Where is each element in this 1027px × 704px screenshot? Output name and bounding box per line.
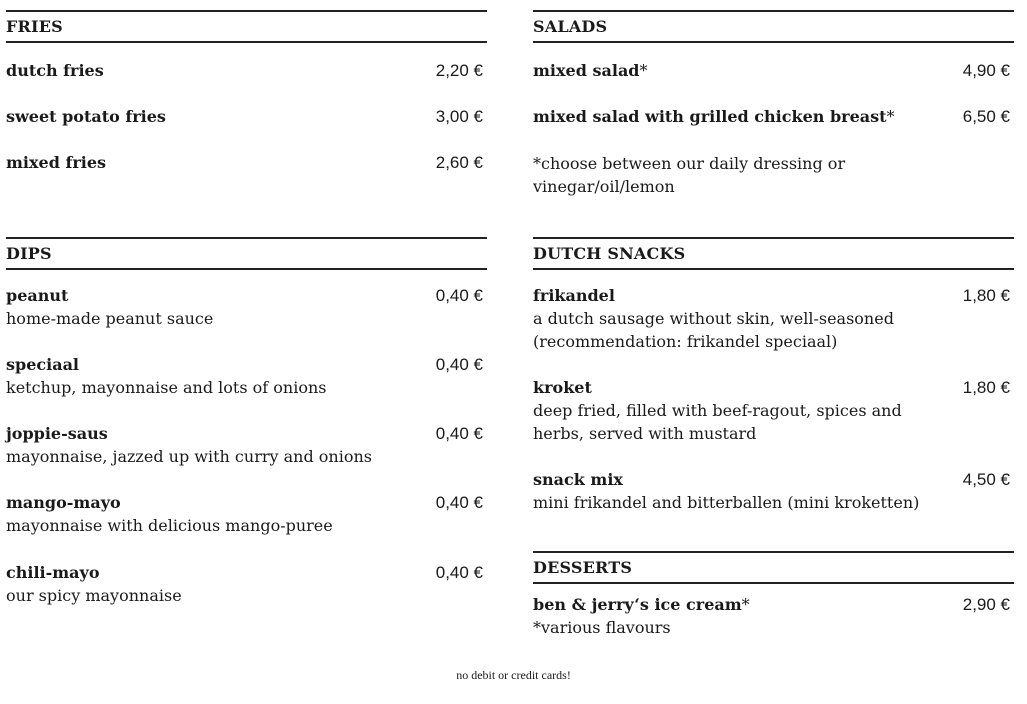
payment-notice: no debit or credit cards!	[456, 668, 571, 682]
salads-section	[533, 10, 1014, 43]
dutch-snacks-section	[533, 237, 1014, 270]
menu-item	[533, 595, 1014, 639]
item-name: sweet potato fries	[6, 107, 166, 126]
item-description: *various flavours	[533, 618, 671, 637]
item-name: peanut	[6, 286, 69, 305]
item-price: 0,40 €	[435, 424, 483, 443]
item-asterisk: *	[639, 61, 648, 80]
item-price: 2,20 €	[435, 61, 483, 80]
item-price: 6,50 €	[962, 107, 1010, 126]
menu-item	[533, 378, 1014, 445]
item-name: chili-mayo	[6, 563, 100, 582]
menu-item	[6, 424, 487, 468]
menu-item	[6, 493, 487, 537]
section-title: DESSERTS	[533, 551, 1014, 584]
item-description: our spicy mayonnaise	[6, 586, 182, 605]
item-name: kroket	[533, 378, 592, 397]
menu-item	[6, 563, 487, 607]
item-asterisk: *	[741, 595, 750, 614]
item-description: a dutch sausage without skin, well-seasoned	[533, 309, 894, 328]
item-description: home-made peanut sauce	[6, 309, 214, 328]
fries-section	[6, 10, 487, 43]
salad-note-line: *choose between our daily dressing or	[533, 154, 846, 173]
item-description: ketchup, mayonnaise and lots of onions	[6, 378, 327, 397]
section-title: DUTCH SNACKS	[533, 237, 1014, 270]
salad-note	[533, 152, 845, 198]
item-price: 2,60 €	[435, 153, 483, 172]
item-price: 4,90 €	[962, 61, 1010, 80]
item-description: mayonnaise with delicious mango-puree	[6, 516, 333, 535]
menu-item	[6, 355, 487, 399]
item-price: 0,40 €	[435, 563, 483, 582]
item-name: frikandel	[533, 286, 615, 305]
menu-item	[6, 286, 487, 330]
item-name: snack mix	[533, 470, 623, 489]
section-title: FRIES	[6, 10, 487, 43]
item-price: 1,80 €	[962, 378, 1010, 397]
item-name: dutch fries	[6, 61, 104, 80]
item-description: mini frikandel and bitterballen (mini kroketten)	[533, 493, 920, 512]
item-description: herbs, served with mustard	[533, 424, 757, 443]
salad-note-line: vinegar/oil/lemon	[533, 177, 675, 196]
item-name: mixed salad with grilled chicken breast	[533, 107, 887, 126]
section-title: DIPS	[6, 237, 487, 270]
menu-item	[533, 61, 1014, 81]
menu-item	[6, 153, 487, 173]
item-name: ben & jerry‘s ice cream	[533, 595, 742, 614]
menu-item	[6, 107, 487, 127]
item-name: speciaal	[6, 355, 80, 374]
section-title: SALADS	[533, 10, 1014, 43]
item-price: 2,90 €	[962, 595, 1010, 614]
item-name: mango-mayo	[6, 493, 121, 512]
item-price: 0,40 €	[435, 493, 483, 512]
item-price: 0,40 €	[435, 286, 483, 305]
item-name: mixed salad	[533, 61, 640, 80]
item-name: joppie-saus	[6, 424, 108, 443]
item-description: (recommendation: frikandel speciaal)	[533, 332, 838, 351]
item-name: mixed fries	[6, 153, 107, 172]
item-price: 1,80 €	[962, 286, 1010, 305]
dips-section	[6, 237, 487, 270]
desserts-section	[533, 551, 1014, 584]
menu-item	[533, 286, 1014, 353]
item-asterisk: *	[886, 107, 895, 126]
menu-item	[6, 61, 487, 81]
item-price: 0,40 €	[435, 355, 483, 374]
item-description: deep fried, filled with beef-ragout, spices and	[533, 401, 902, 420]
item-price: 3,00 €	[435, 107, 483, 126]
item-description: mayonnaise, jazzed up with curry and onions	[6, 447, 372, 466]
menu-item	[533, 107, 1014, 127]
menu-item	[533, 470, 1014, 514]
item-price: 4,50 €	[962, 470, 1010, 489]
